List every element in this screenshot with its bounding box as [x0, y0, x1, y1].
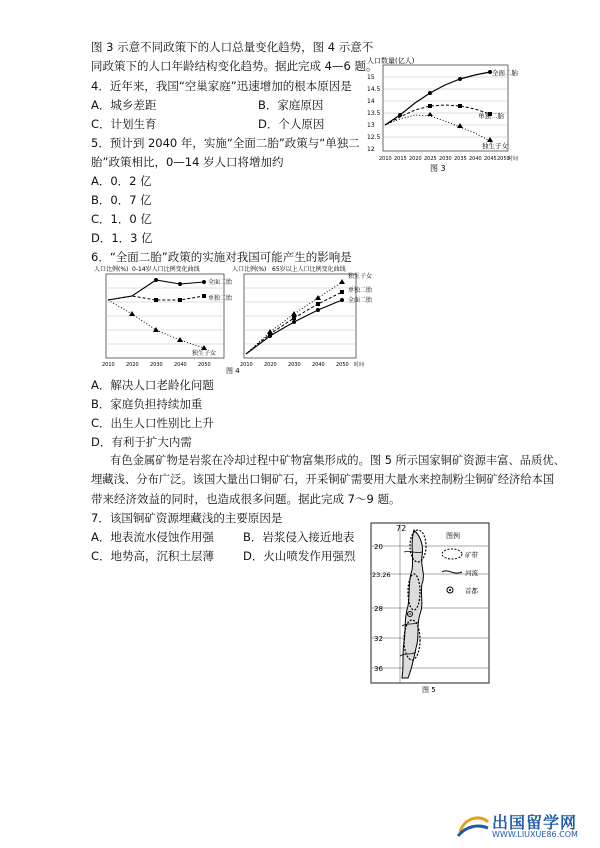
fig5-legend-capital: 首都 [465, 587, 478, 595]
fig3-xtick: 2045 [484, 156, 497, 162]
q4-option-d: D．个人原因 [258, 117, 325, 131]
fig5-lat-label: 20 [374, 543, 383, 551]
fig3-xtick: 2020 [409, 156, 422, 162]
fig5-lat-label: 23.26 [372, 571, 391, 579]
figure-3-chart [365, 55, 519, 175]
q5-stem-1: 5．预计到 2040 年，实施“全面二胎”政策与“单独二 [91, 136, 360, 150]
fig3-label-full: 全面二胎 [492, 69, 518, 77]
fig4-right-xtick: 2030 [288, 362, 301, 368]
q6-option-d: D．有利于扩大内需 [91, 435, 192, 449]
fig3-ytick: 13 [367, 122, 375, 129]
q6-option-b: B．家庭负担持续加重 [91, 397, 203, 411]
fig5-caption: 图 5 [422, 686, 436, 694]
watermark-name: 出国留学网 [492, 813, 578, 832]
q7-option-d: D．火山喷发作用强烈 [243, 549, 356, 563]
fig4-right-xtick: 2050 [336, 362, 349, 368]
q4-option-b: B．家庭原因 [258, 98, 324, 112]
q4-option-a: A．城乡差距 [91, 98, 157, 112]
fig3-label-single-two: 单独二胎 [478, 112, 504, 120]
watermark-url: WWW.LIUXUE86.COM [492, 830, 578, 839]
q7-option-b: B．岩浆侵入接近地表 [243, 530, 355, 544]
fig3-xtick: 2040 [469, 156, 482, 162]
fig4-right-label-full: 全面二胎 [348, 297, 373, 304]
fig4-left-xtick: 2040 [174, 362, 187, 368]
fig4-right-ylabel: 人口比例(%) [232, 266, 267, 273]
fig4-left-label-one: 独生子女 [192, 350, 217, 357]
fig4-right-label-one: 独生子女 [348, 273, 373, 280]
fig4-left-xtick: 2050 [198, 362, 211, 368]
q5-option-a: A．0．2 亿 [91, 174, 152, 188]
fig4-right-xtick: 2020 [264, 362, 277, 368]
fig3-ylabel: 人口数量(亿人) [367, 57, 415, 65]
fig3-caption: 图 3 [430, 164, 446, 173]
q6-option-c: C．出生人口性别比上升 [91, 416, 215, 430]
q6-option-a: A．解决人口老龄化问题 [91, 378, 214, 392]
fig5-lat-label: 32 [374, 635, 383, 643]
fig4-right-label-single: 单独二胎 [348, 287, 373, 294]
fig5-legend-river: 河流 [465, 569, 478, 577]
passage-line-1: 有色金属矿物是岩浆在冷却过程中矿物富集形成的。图 5 所示国家铜矿资源丰富、品质优、 [110, 454, 565, 467]
fig5-lon-label: 72 [396, 524, 407, 533]
fig4-left-label-single: 单独二胎 [208, 295, 233, 302]
fig3-xtick: 2025 [424, 156, 437, 162]
q5-stem-2: 胎”政策相比，0—14 岁人口将增加约 [91, 155, 284, 169]
fig3-ytick: 14 [367, 98, 375, 105]
fig4-right-xtick: 2010 [240, 362, 253, 368]
q5-option-c: C．1．0 亿 [91, 212, 152, 226]
fig3-xtick: 2035 [454, 156, 467, 162]
watermark-logo [456, 808, 596, 842]
fig4-caption: 图 4 [226, 367, 240, 375]
fig3-xtick: 2015 [394, 156, 407, 162]
q4-stem: 4．近年来，我国“空巢家庭”迅速增加的根本原因是 [91, 79, 352, 93]
passage-line-2: 埋藏浅、分布广泛。该国大量出口铜矿石，开采铜矿需要用大量水来控制粉尘铜矿经济给本国 [91, 473, 555, 486]
fig3-label-single-one: 独生子女 [482, 142, 508, 150]
fig4-left-xtick: 2010 [102, 362, 115, 368]
fig4-left-xtick: 2020 [126, 362, 139, 368]
fig3-xtick: 2050 [497, 156, 510, 162]
fig3-ytick: 15 [367, 74, 375, 81]
q7-option-c: C．地势高，沉积土层薄 [91, 549, 215, 563]
fig4-left-title: 0-14岁人口比例变化曲线 [132, 266, 200, 273]
fig3-xtick: 2010 [379, 156, 392, 162]
q5-option-d: D．1．3 亿 [91, 231, 153, 245]
figure-4-chart [92, 262, 374, 374]
fig5-lat-label: 28 [374, 605, 383, 613]
fig4-left-label-full: 全面二胎 [208, 279, 233, 286]
q4-option-c: C．计划生育 [91, 117, 157, 131]
q6-stem: 6．“全面二胎”政策的实施对我国可能产生的影响是 [91, 250, 352, 264]
fig4-left-ylabel: 人口比例(%) [94, 266, 129, 273]
intro-line-2: 同政策下的人口年龄结构变化趋势。据此完成 4—6 题。 [91, 59, 378, 73]
fig3-ytick: 12.5 [367, 134, 381, 141]
fig5-legend-title: 图例 [446, 532, 460, 540]
fig3-ytick: 12 [367, 146, 375, 153]
q7-option-a: A．地表流水侵蚀作用强 [91, 530, 214, 544]
fig4-right-title: 65岁以上人口比例变化曲线 [272, 266, 346, 273]
fig4-right-xtick: 2040 [312, 362, 325, 368]
watermark-emblem-icon [456, 808, 490, 842]
intro-line-1: 图 3 示意不同政策下的人口总量变化趋势，图 4 示意不 [91, 40, 374, 54]
fig5-lat-label: 36 [374, 665, 383, 673]
fig3-xtick: 2030 [439, 156, 452, 162]
fig4-xlabel-end: 时间 [354, 362, 365, 368]
passage-line-3: 带来经济效益的同时，也造成很多问题。据此完成 7～9 题。 [91, 492, 401, 506]
fig4-left-xtick: 2030 [150, 362, 163, 368]
fig5-legend-belt: 矿带 [465, 551, 478, 559]
fig3-xlabel-end: 时间 [508, 156, 519, 162]
q5-option-b: B．0．7 亿 [91, 193, 152, 207]
fig3-ytick: 14.5 [367, 86, 381, 93]
figure-5-map [370, 522, 490, 694]
q7-stem: 7．该国铜矿资源埋藏浅的主要原因是 [91, 511, 283, 525]
fig3-ytick: 13.5 [367, 110, 381, 117]
